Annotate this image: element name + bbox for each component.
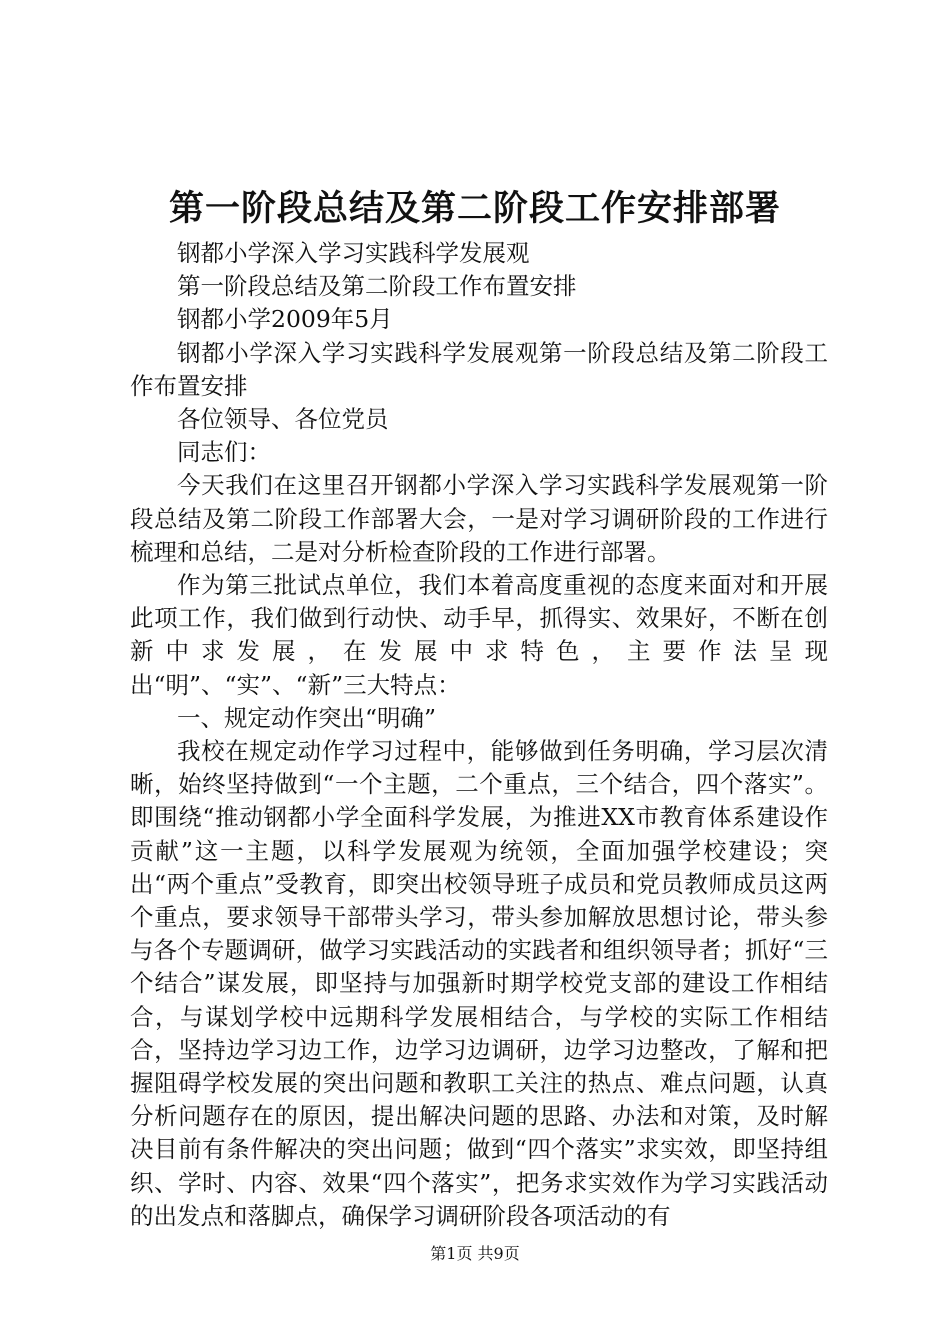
body-paragraph-intro: 今天我们在这里召开钢都小学深入学习实践科学发展观第一阶段总结及第二阶段工作部署大会，一是对学习调研阶段的工作进行梳理和总结，二是对分析检查阶段的工作进行部署。: [130, 471, 828, 566]
subtitle-line-2: 第一阶段总结及第二阶段工作布置安排: [177, 272, 577, 301]
subtitle-line-1: 钢都小学深入学习实践科学发展观: [177, 239, 530, 267]
section-heading-1: 一、规定动作突出“明确”: [177, 703, 437, 732]
author-date-line: 钢都小学2009年5月: [177, 305, 393, 334]
heading-paragraph: 钢都小学深入学习实践科学发展观第一阶段总结及第二阶段工作布置安排: [130, 338, 828, 400]
salutation-comrades: 同志们：: [177, 438, 271, 467]
page-number-footer: 第1页 共9页: [430, 1244, 520, 1263]
salutation-leaders: 各位领导、各位党员: [177, 405, 389, 434]
document-body: [130, 237, 828, 1233]
document-title: 第一阶段总结及第二阶段工作安排部署: [168, 188, 781, 229]
body-paragraph-features: 作为第三批试点单位，我们本着高度重视的态度来面对和开展此项工作，我们做到行动快、动手早，抓得实、效果好，不断在创新中求发展，在发展中求特色，主要作法呈现出“明”、“实”、“新”三大特点：: [130, 571, 828, 699]
body-paragraph-section-1: 我校在规定动作学习过程中，能够做到任务明确，学习层次清晰，始终坚持做到“一个主题，二个重点，三个结合，四个落实”。即围绕“推动钢都小学全面科学发展，为推进XX市教育体系建设作贡献”这一主题，以科学发展观为统领，全面加强学校建设；突出“两个重点”受教育，即突出校领导班子成员和党员教师成员这两个重点，要求领导干部带头学习，带头参加解放思想讨论，带头参与各个专题调研，做学习实践活动的实践者和组织领导者；抓好“三个结合”谋发展，即坚持与加强新时期学校党支部的建设工作相结合，与谋划学校中远期科学发展相结合，与学校的实际工作相结合，坚持边学习边工作，边学习边调研，边学习边整改，了解和把握阻碍学校发展的突出问题和教职工关注的热点、难点问题，认真分析问题存在的原因，提出解决问题的思路、办法和对策，及时解决目前有条件解决的突出问题；做到“四个落实”求实效，即坚持组织、学时、内容、效果“四个落实”，把务求实效作为学习实践活动的出发点和落脚点，确保学习调研阶段各项活动的有: [130, 737, 828, 1230]
